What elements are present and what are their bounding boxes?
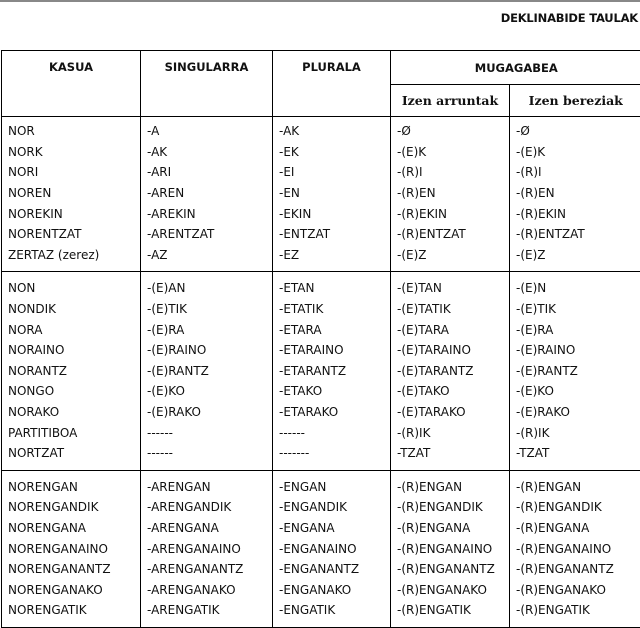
- plurala-cell: -ETARAKO: [273, 402, 391, 423]
- izen-bereziak-cell: -(R)IK: [510, 422, 640, 443]
- plurala-cell: -ENGATIK: [273, 600, 391, 627]
- singularra-cell: -ARENGANDIK: [141, 497, 273, 518]
- izen-arruntak-cell: -(R)ENGANDIK: [391, 497, 510, 518]
- singularra-cell: -(E)KO: [141, 381, 273, 402]
- table-body: [2, 117, 640, 628]
- plurala-cell: -ETATIK: [273, 299, 391, 320]
- plurala-cell: -ETAKO: [273, 381, 391, 402]
- izen-arruntak-cell: -Ø: [391, 117, 510, 142]
- singularra-cell: -ARENGATIK: [141, 600, 273, 627]
- singularra-cell: -(E)RA: [141, 319, 273, 340]
- table-row: [2, 203, 640, 224]
- kasua-cell: NONDIK: [2, 299, 141, 320]
- izen-bereziak-cell: -(R)I: [510, 162, 640, 183]
- table-row: [2, 443, 640, 470]
- table-row: [2, 518, 640, 539]
- table-row: [2, 600, 640, 627]
- table-row: [2, 319, 640, 340]
- singularra-cell: -ARENGANA: [141, 518, 273, 539]
- kasua-cell: NORENGANA: [2, 518, 141, 539]
- kasua-cell: NORA: [2, 319, 141, 340]
- izen-arruntak-cell: -(E)TAN: [391, 272, 510, 299]
- singularra-cell: -ARENGANAKO: [141, 579, 273, 600]
- izen-bereziak-cell: -(R)ENGANA: [510, 518, 640, 539]
- izen-bereziak-cell: -(R)ENGANDIK: [510, 497, 640, 518]
- izen-arruntak-cell: -(R)ENTZAT: [391, 224, 510, 245]
- izen-arruntak-cell: -(E)TAKO: [391, 381, 510, 402]
- kasua-cell: NORAKO: [2, 402, 141, 423]
- izen-arruntak-cell: -(R)IK: [391, 422, 510, 443]
- plurala-cell: -ENGAN: [273, 470, 391, 497]
- table-row: [2, 299, 640, 320]
- plurala-cell: -AK: [273, 117, 391, 142]
- plurala-cell: -ETARAINO: [273, 340, 391, 361]
- singularra-cell: -AREKIN: [141, 203, 273, 224]
- top-rule: [0, 0, 640, 2]
- izen-arruntak-cell: -(R)ENGANAINO: [391, 538, 510, 559]
- izen-arruntak-cell: -(R)ENGANANTZ: [391, 559, 510, 580]
- kasua-cell: NOREKIN: [2, 203, 141, 224]
- izen-bereziak-cell: -(E)Z: [510, 245, 640, 272]
- plurala-cell: -EK: [273, 142, 391, 163]
- plurala-cell: -EZ: [273, 245, 391, 272]
- plurala-cell: -ENGANANTZ: [273, 559, 391, 580]
- table-row: [2, 361, 640, 382]
- singularra-cell: -AZ: [141, 245, 273, 272]
- izen-bereziak-cell: -(E)RAINO: [510, 340, 640, 361]
- izen-bereziak-cell: -(R)ENGANAKO: [510, 579, 640, 600]
- singularra-cell: -AREN: [141, 183, 273, 204]
- plurala-cell: -EN: [273, 183, 391, 204]
- izen-bereziak-cell: -(R)ENTZAT: [510, 224, 640, 245]
- singularra-cell: -ARENTZAT: [141, 224, 273, 245]
- table-row: [2, 183, 640, 204]
- izen-arruntak-cell: -(E)TARANTZ: [391, 361, 510, 382]
- singularra-cell: -(E)RANTZ: [141, 361, 273, 382]
- izen-bereziak-cell: -(E)K: [510, 142, 640, 163]
- plurala-cell: -ENGANDIK: [273, 497, 391, 518]
- table-row: [2, 579, 640, 600]
- izen-arruntak-cell: -(R)ENGANA: [391, 518, 510, 539]
- singularra-cell: -ARI: [141, 162, 273, 183]
- header-singularra: SINGULARRA: [141, 51, 273, 117]
- kasua-cell: NORAINO: [2, 340, 141, 361]
- header-mugagabea: MUGAGABEA: [391, 51, 640, 85]
- kasua-cell: NORENGATIK: [2, 600, 141, 627]
- izen-bereziak-cell: -(R)EN: [510, 183, 640, 204]
- singularra-cell: -(E)AN: [141, 272, 273, 299]
- izen-arruntak-cell: -(E)TATIK: [391, 299, 510, 320]
- izen-arruntak-cell: -(E)TARAKO: [391, 402, 510, 423]
- singularra-cell: ------: [141, 443, 273, 470]
- izen-arruntak-cell: -TZAT: [391, 443, 510, 470]
- izen-bereziak-cell: -(R)ENGANAINO: [510, 538, 640, 559]
- kasua-cell: PARTITIBOA: [2, 422, 141, 443]
- kasua-cell: NORI: [2, 162, 141, 183]
- plurala-cell: -EI: [273, 162, 391, 183]
- izen-bereziak-cell: -TZAT: [510, 443, 640, 470]
- table-row: [2, 142, 640, 163]
- kasua-cell: NORK: [2, 142, 141, 163]
- table-row: [2, 559, 640, 580]
- singularra-cell: -(E)RAINO: [141, 340, 273, 361]
- izen-arruntak-cell: -(E)Z: [391, 245, 510, 272]
- table-row: [2, 470, 640, 497]
- izen-bereziak-cell: -(R)EKIN: [510, 203, 640, 224]
- izen-bereziak-cell: -(R)ENGANANTZ: [510, 559, 640, 580]
- table-row: [2, 272, 640, 299]
- table-row: [2, 224, 640, 245]
- kasua-cell: NON: [2, 272, 141, 299]
- izen-bereziak-cell: -(R)ENGAN: [510, 470, 640, 497]
- izen-arruntak-cell: -(R)ENGANAKO: [391, 579, 510, 600]
- izen-bereziak-cell: -(R)ENGATIK: [510, 600, 640, 627]
- izen-arruntak-cell: -(E)K: [391, 142, 510, 163]
- plurala-cell: -ENGANAINO: [273, 538, 391, 559]
- table-row: [2, 402, 640, 423]
- header-izen-arruntak: Izen arruntak: [391, 85, 510, 117]
- plurala-cell: ------: [273, 422, 391, 443]
- izen-bereziak-cell: -(E)RANTZ: [510, 361, 640, 382]
- kasua-cell: NORENGANANTZ: [2, 559, 141, 580]
- kasua-cell: NONGO: [2, 381, 141, 402]
- plurala-cell: -------: [273, 443, 391, 470]
- singularra-cell: -ARENGANANTZ: [141, 559, 273, 580]
- singularra-cell: -AK: [141, 142, 273, 163]
- kasua-cell: NOR: [2, 117, 141, 142]
- header-izen-bereziak: Izen bereziak: [510, 85, 640, 117]
- kasua-cell: ZERTAZ (zerez): [2, 245, 141, 272]
- table-row: [2, 162, 640, 183]
- plurala-cell: -EKIN: [273, 203, 391, 224]
- singularra-cell: -(E)RAKO: [141, 402, 273, 423]
- table-row: [2, 245, 640, 272]
- plurala-cell: -ENGANA: [273, 518, 391, 539]
- izen-arruntak-cell: -(E)TARA: [391, 319, 510, 340]
- izen-bereziak-cell: -(E)TIK: [510, 299, 640, 320]
- kasua-cell: NORENTZAT: [2, 224, 141, 245]
- izen-bereziak-cell: -(E)RAKO: [510, 402, 640, 423]
- plurala-cell: -ETAN: [273, 272, 391, 299]
- plurala-cell: -ENTZAT: [273, 224, 391, 245]
- table-row: [2, 422, 640, 443]
- izen-bereziak-cell: -(E)KO: [510, 381, 640, 402]
- izen-arruntak-cell: -(R)ENGATIK: [391, 600, 510, 627]
- singularra-cell: -ARENGANAINO: [141, 538, 273, 559]
- izen-bereziak-cell: -(E)RA: [510, 319, 640, 340]
- izen-arruntak-cell: -(R)I: [391, 162, 510, 183]
- singularra-cell: -ARENGAN: [141, 470, 273, 497]
- declension-table: [1, 50, 640, 628]
- singularra-cell: -A: [141, 117, 273, 142]
- kasua-cell: NORANTZ: [2, 361, 141, 382]
- plurala-cell: -ETARANTZ: [273, 361, 391, 382]
- izen-arruntak-cell: -(R)ENGAN: [391, 470, 510, 497]
- table-row: [2, 381, 640, 402]
- izen-bereziak-cell: -(E)N: [510, 272, 640, 299]
- singularra-cell: -(E)TIK: [141, 299, 273, 320]
- page-title: DEKLINABIDE TAULAK: [501, 11, 638, 25]
- izen-bereziak-cell: -Ø: [510, 117, 640, 142]
- izen-arruntak-cell: -(R)EKIN: [391, 203, 510, 224]
- table-row: [2, 117, 640, 142]
- plurala-cell: -ENGANAKO: [273, 579, 391, 600]
- kasua-cell: NORENGAN: [2, 470, 141, 497]
- kasua-cell: NORENGANAINO: [2, 538, 141, 559]
- header-plurala: PLURALA: [273, 51, 391, 117]
- table-row: [2, 340, 640, 361]
- header-kasua: KASUA: [2, 51, 141, 117]
- kasua-cell: NORTZAT: [2, 443, 141, 470]
- izen-arruntak-cell: -(E)TARAINO: [391, 340, 510, 361]
- kasua-cell: NORENGANDIK: [2, 497, 141, 518]
- table-row: [2, 497, 640, 518]
- singularra-cell: ------: [141, 422, 273, 443]
- izen-arruntak-cell: -(R)EN: [391, 183, 510, 204]
- table-row: [2, 538, 640, 559]
- plurala-cell: -ETARA: [273, 319, 391, 340]
- kasua-cell: NORENGANAKO: [2, 579, 141, 600]
- kasua-cell: NOREN: [2, 183, 141, 204]
